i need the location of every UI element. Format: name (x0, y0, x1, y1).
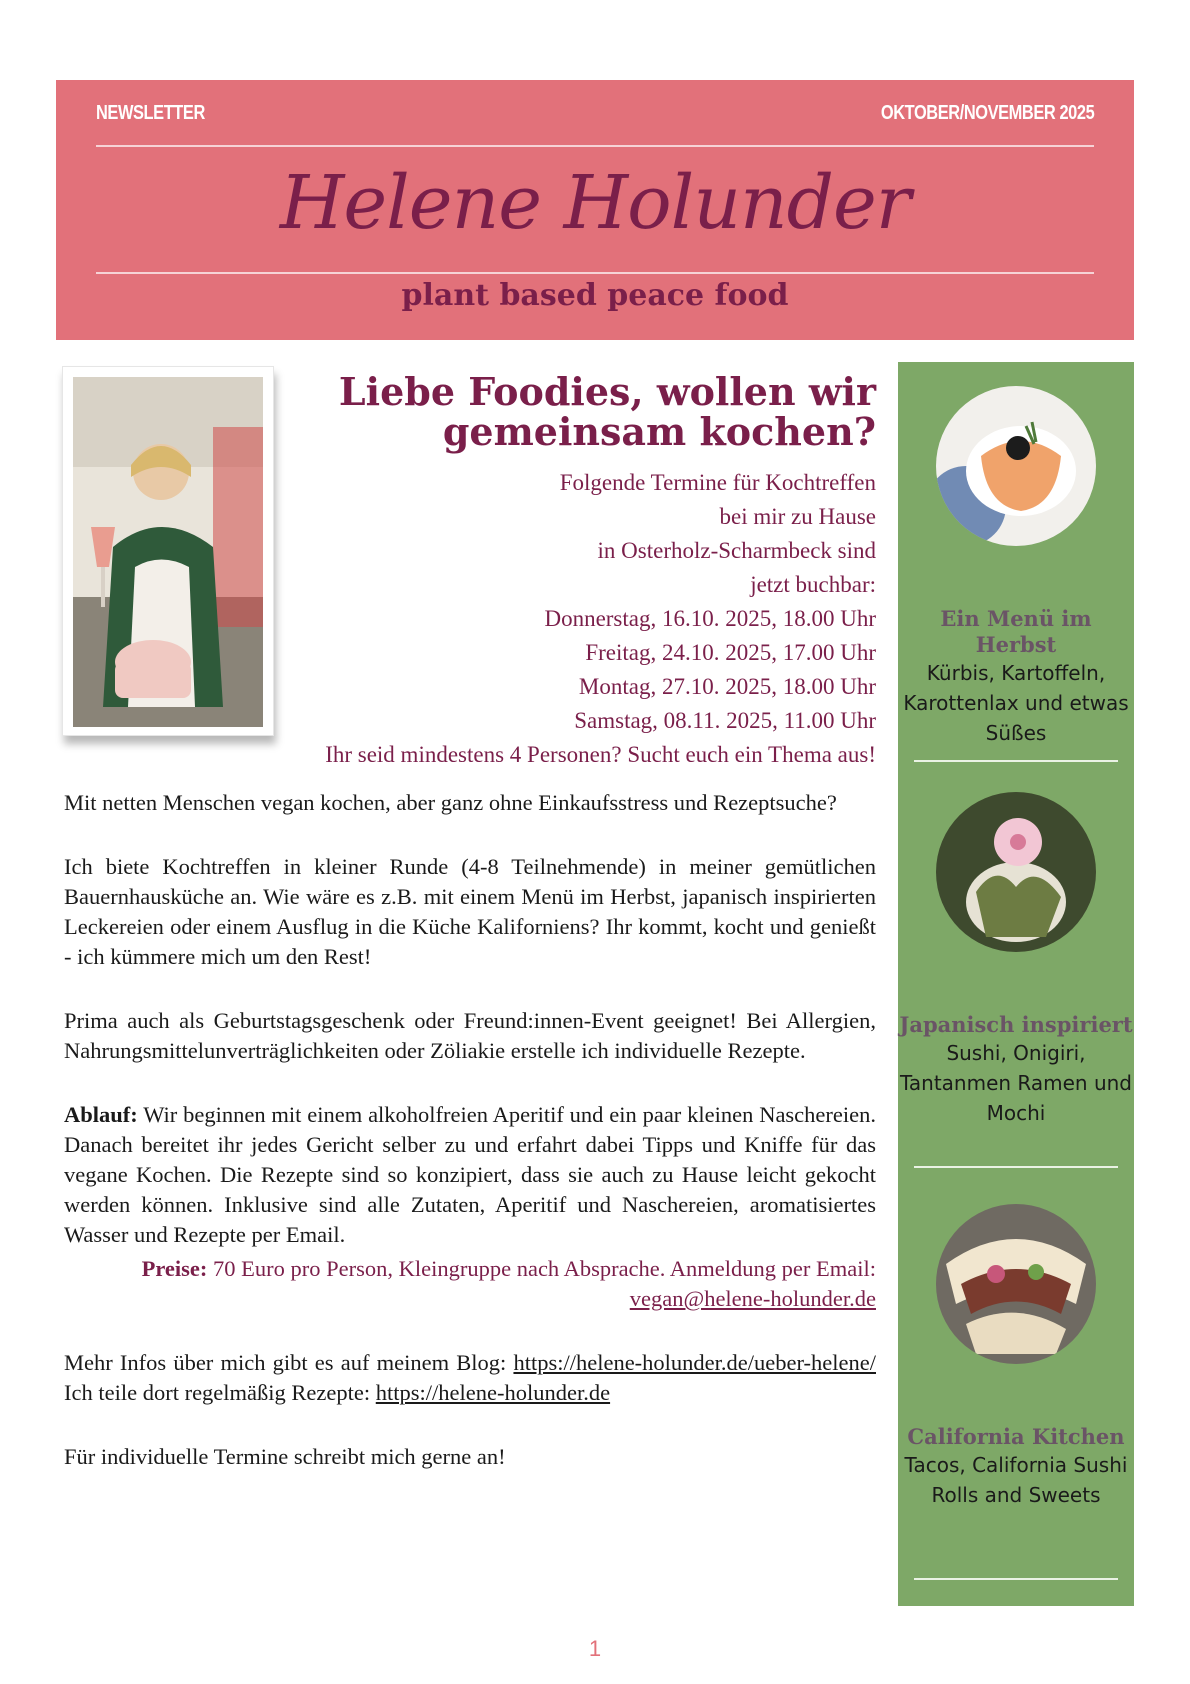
sidebar-item-title: Japanisch inspiriert (899, 1012, 1133, 1037)
paragraph-intro: Mit netten Menschen vegan kochen, aber ganz ohne Einkaufsstress und Rezeptsuche? (64, 790, 837, 815)
newsletter-title: Helene Holunder (279, 160, 911, 246)
herbst-food-image (936, 386, 1096, 546)
issue-date-label: OKTOBER/NOVEMBER 2025 (880, 102, 1094, 124)
sidebar-divider (914, 760, 1118, 762)
california-food-image (936, 1204, 1096, 1364)
sidebar-divider (914, 1166, 1118, 1168)
sidebar-item-desc: Sushi, Onigiri, Tantanmen Ramen und Mochi (899, 1041, 1132, 1125)
paragraph-closing: Für individuelle Termine schreibt mich gerne an! (64, 1444, 506, 1469)
intro-line: in Osterholz-Scharmbeck sind (597, 538, 876, 563)
intro-section (230, 369, 876, 772)
sidebar-item-herbst (898, 386, 1134, 748)
newsletter-header (56, 80, 1134, 340)
paragraph-offer: Ich biete Kochtreffen in kleiner Runde (4-8 Teilnehmende) in meiner gemütlichen Bauernhausküche an. Wie wäre es z.B. mit einem Menü im Herbst, japanisch inspirierten Leckereien oder einem Ausflug in die Küche Kaliforniens? Ihr kommt, kocht und genießt - ich kümmere mich um den Rest! (64, 854, 876, 969)
page-number: 1 (588, 1636, 602, 1661)
sidebar-divider (914, 1578, 1118, 1580)
paragraph-blog (64, 1348, 876, 1408)
japanisch-food-image (936, 792, 1096, 952)
body-text (64, 788, 876, 1506)
sidebar-item-title: Ein Menü im Herbst (940, 606, 1092, 657)
date-line: Donnerstag, 16.10. 2025, 18.00 Uhr (544, 606, 876, 631)
date-line: Freitag, 24.10. 2025, 17.00 Uhr (585, 640, 876, 665)
theme-sidebar (898, 362, 1134, 1606)
date-line: Montag, 27.10. 2025, 18.00 Uhr (578, 674, 876, 699)
blog-link[interactable]: https://helene-holunder.de/ueber-helene/ (513, 1350, 876, 1375)
sidebar-item-title: California Kitchen (907, 1424, 1125, 1449)
intro-line: Folgende Termine für Kochtreffen (559, 470, 876, 495)
recipes-text: Ich teile dort regelmäßig Rezepte: (64, 1380, 376, 1405)
ablauf-label: Ablauf: (64, 1102, 138, 1127)
sidebar-item-japanisch (898, 792, 1134, 1128)
paragraph-gift: Prima auch als Geburtstagsgeschenk oder Freund:innen-Event geeignet! Bei Allergien, Nahrungsmittelunverträglichkeiten oder Zöliakie erstelle ich individuelle Rezepte. (64, 1008, 876, 1063)
intro-heading-line1: Liebe Foodies, wollen wir (338, 369, 876, 414)
preise-label: Preise: (141, 1256, 208, 1281)
intro-line: bei mir zu Hause (719, 504, 876, 529)
header-divider-top (96, 145, 1094, 147)
newsletter-subtitle: plant based peace food (401, 278, 789, 313)
intro-heading-line2: gemeinsam kochen? (442, 409, 876, 454)
preise-text: 70 Euro pro Person, Kleingruppe nach Absprache. Anmeldung per Email: (207, 1256, 876, 1281)
blog-text: Mehr Infos über mich gibt es auf meinem Blog: (64, 1350, 514, 1375)
group-note: Ihr seid mindestens 4 Personen? Sucht euch ein Thema aus! (325, 742, 876, 767)
sidebar-item-california (898, 1204, 1134, 1510)
header-divider-bottom (96, 272, 1094, 274)
email-link[interactable]: vegan@helene-holunder.de (629, 1286, 876, 1311)
sidebar-item-desc: Kürbis, Kartoffeln, Karottenlax und etwas Süßes (903, 661, 1129, 745)
intro-lines (230, 466, 876, 772)
paragraph-preise (64, 1254, 876, 1314)
intro-line: jetzt buchbar: (750, 572, 876, 597)
ablauf-text: Wir beginnen mit einem alkoholfreien Aperitif und ein paar kleinen Naschereien. Danach bereitet ihr jedes Gericht selber zu und erfahrt dabei Tipps und Kniffe für das vegane Kochen. Die Rezepte sind so konzipiert, dass sie auch zu Hause leicht gekocht werden können. Inklusive sind alle Zutaten, Aperitif und Naschereien, aromatisiertes Wasser und Rezepte per Email. (64, 1102, 876, 1247)
paragraph-ablauf (64, 1100, 876, 1250)
newsletter-label: NEWSLETTER (96, 102, 205, 124)
date-line: Samstag, 08.11. 2025, 11.00 Uhr (574, 708, 876, 733)
sidebar-item-desc: Tacos, California Sushi Rolls and Sweets (904, 1453, 1128, 1507)
recipes-link[interactable]: https://helene-holunder.de (375, 1380, 611, 1405)
intro-heading (230, 369, 876, 454)
